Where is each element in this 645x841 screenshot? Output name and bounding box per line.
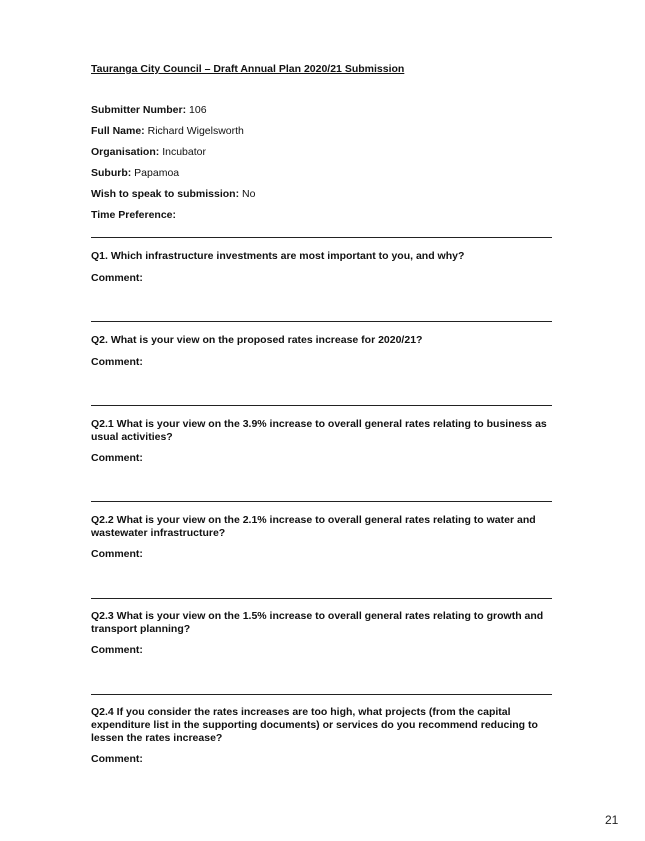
time-preference-label: Time Preference: xyxy=(91,209,177,221)
question-q2-3: Q2.3 What is your view on the 1.5% increase to overall general rates relating to growth and transport planning? xyxy=(91,610,544,635)
full-name-label: Full Name: xyxy=(91,125,145,137)
organisation-label: Organisation: xyxy=(91,146,160,158)
full-name-value: Richard Wigelsworth xyxy=(147,125,244,137)
submitter-number xyxy=(91,103,207,117)
suburb xyxy=(91,166,179,180)
wish-to-speak-value: No xyxy=(242,188,256,200)
comment-label-q2-2: Comment: xyxy=(91,548,143,560)
divider xyxy=(91,694,552,695)
wish-to-speak-label: Wish to speak to submission: xyxy=(91,188,240,200)
divider xyxy=(91,598,552,599)
suburb-label: Suburb: xyxy=(91,167,132,179)
divider xyxy=(91,405,552,406)
suburb-value: Papamoa xyxy=(134,167,180,179)
organisation xyxy=(91,145,206,159)
page-number: 21 xyxy=(605,813,619,827)
comment-label-q2: Comment: xyxy=(91,356,143,368)
question-q2-2: Q2.2 What is your view on the 2.1% increase to overall general rates relating to water and wastewater infrastructure? xyxy=(91,514,536,539)
comment-label-q2-1: Comment: xyxy=(91,452,143,464)
question-q2-1: Q2.1 What is your view on the 3.9% increase to overall general rates relating to business as usual activities? xyxy=(91,418,547,443)
page-title: Tauranga City Council – Draft Annual Plan 2020/21 Submission xyxy=(91,63,405,75)
submitter-number-label: Submitter Number: xyxy=(91,104,187,116)
wish-to-speak xyxy=(91,187,255,201)
question-q2: Q2. What is your view on the proposed rates increase for 2020/21? xyxy=(91,334,423,346)
submitter-number-value: 106 xyxy=(189,104,207,116)
comment-label-q1: Comment: xyxy=(91,272,143,284)
full-name xyxy=(91,124,244,138)
divider xyxy=(91,501,552,502)
time-preference xyxy=(91,208,176,222)
divider xyxy=(91,321,552,322)
comment-label-q2-4: Comment: xyxy=(91,753,143,765)
question-q1: Q1. Which infrastructure investments are most important to you, and why? xyxy=(91,250,465,262)
organisation-value: Incubator xyxy=(162,146,206,158)
comment-label-q2-3: Comment: xyxy=(91,644,143,656)
divider xyxy=(91,237,552,238)
question-q2-4: Q2.4 If you consider the rates increases are too high, what projects (from the capital expenditure list in the supporting documents) or services do you recommend reducing to lessen the rates increase? xyxy=(91,706,538,744)
